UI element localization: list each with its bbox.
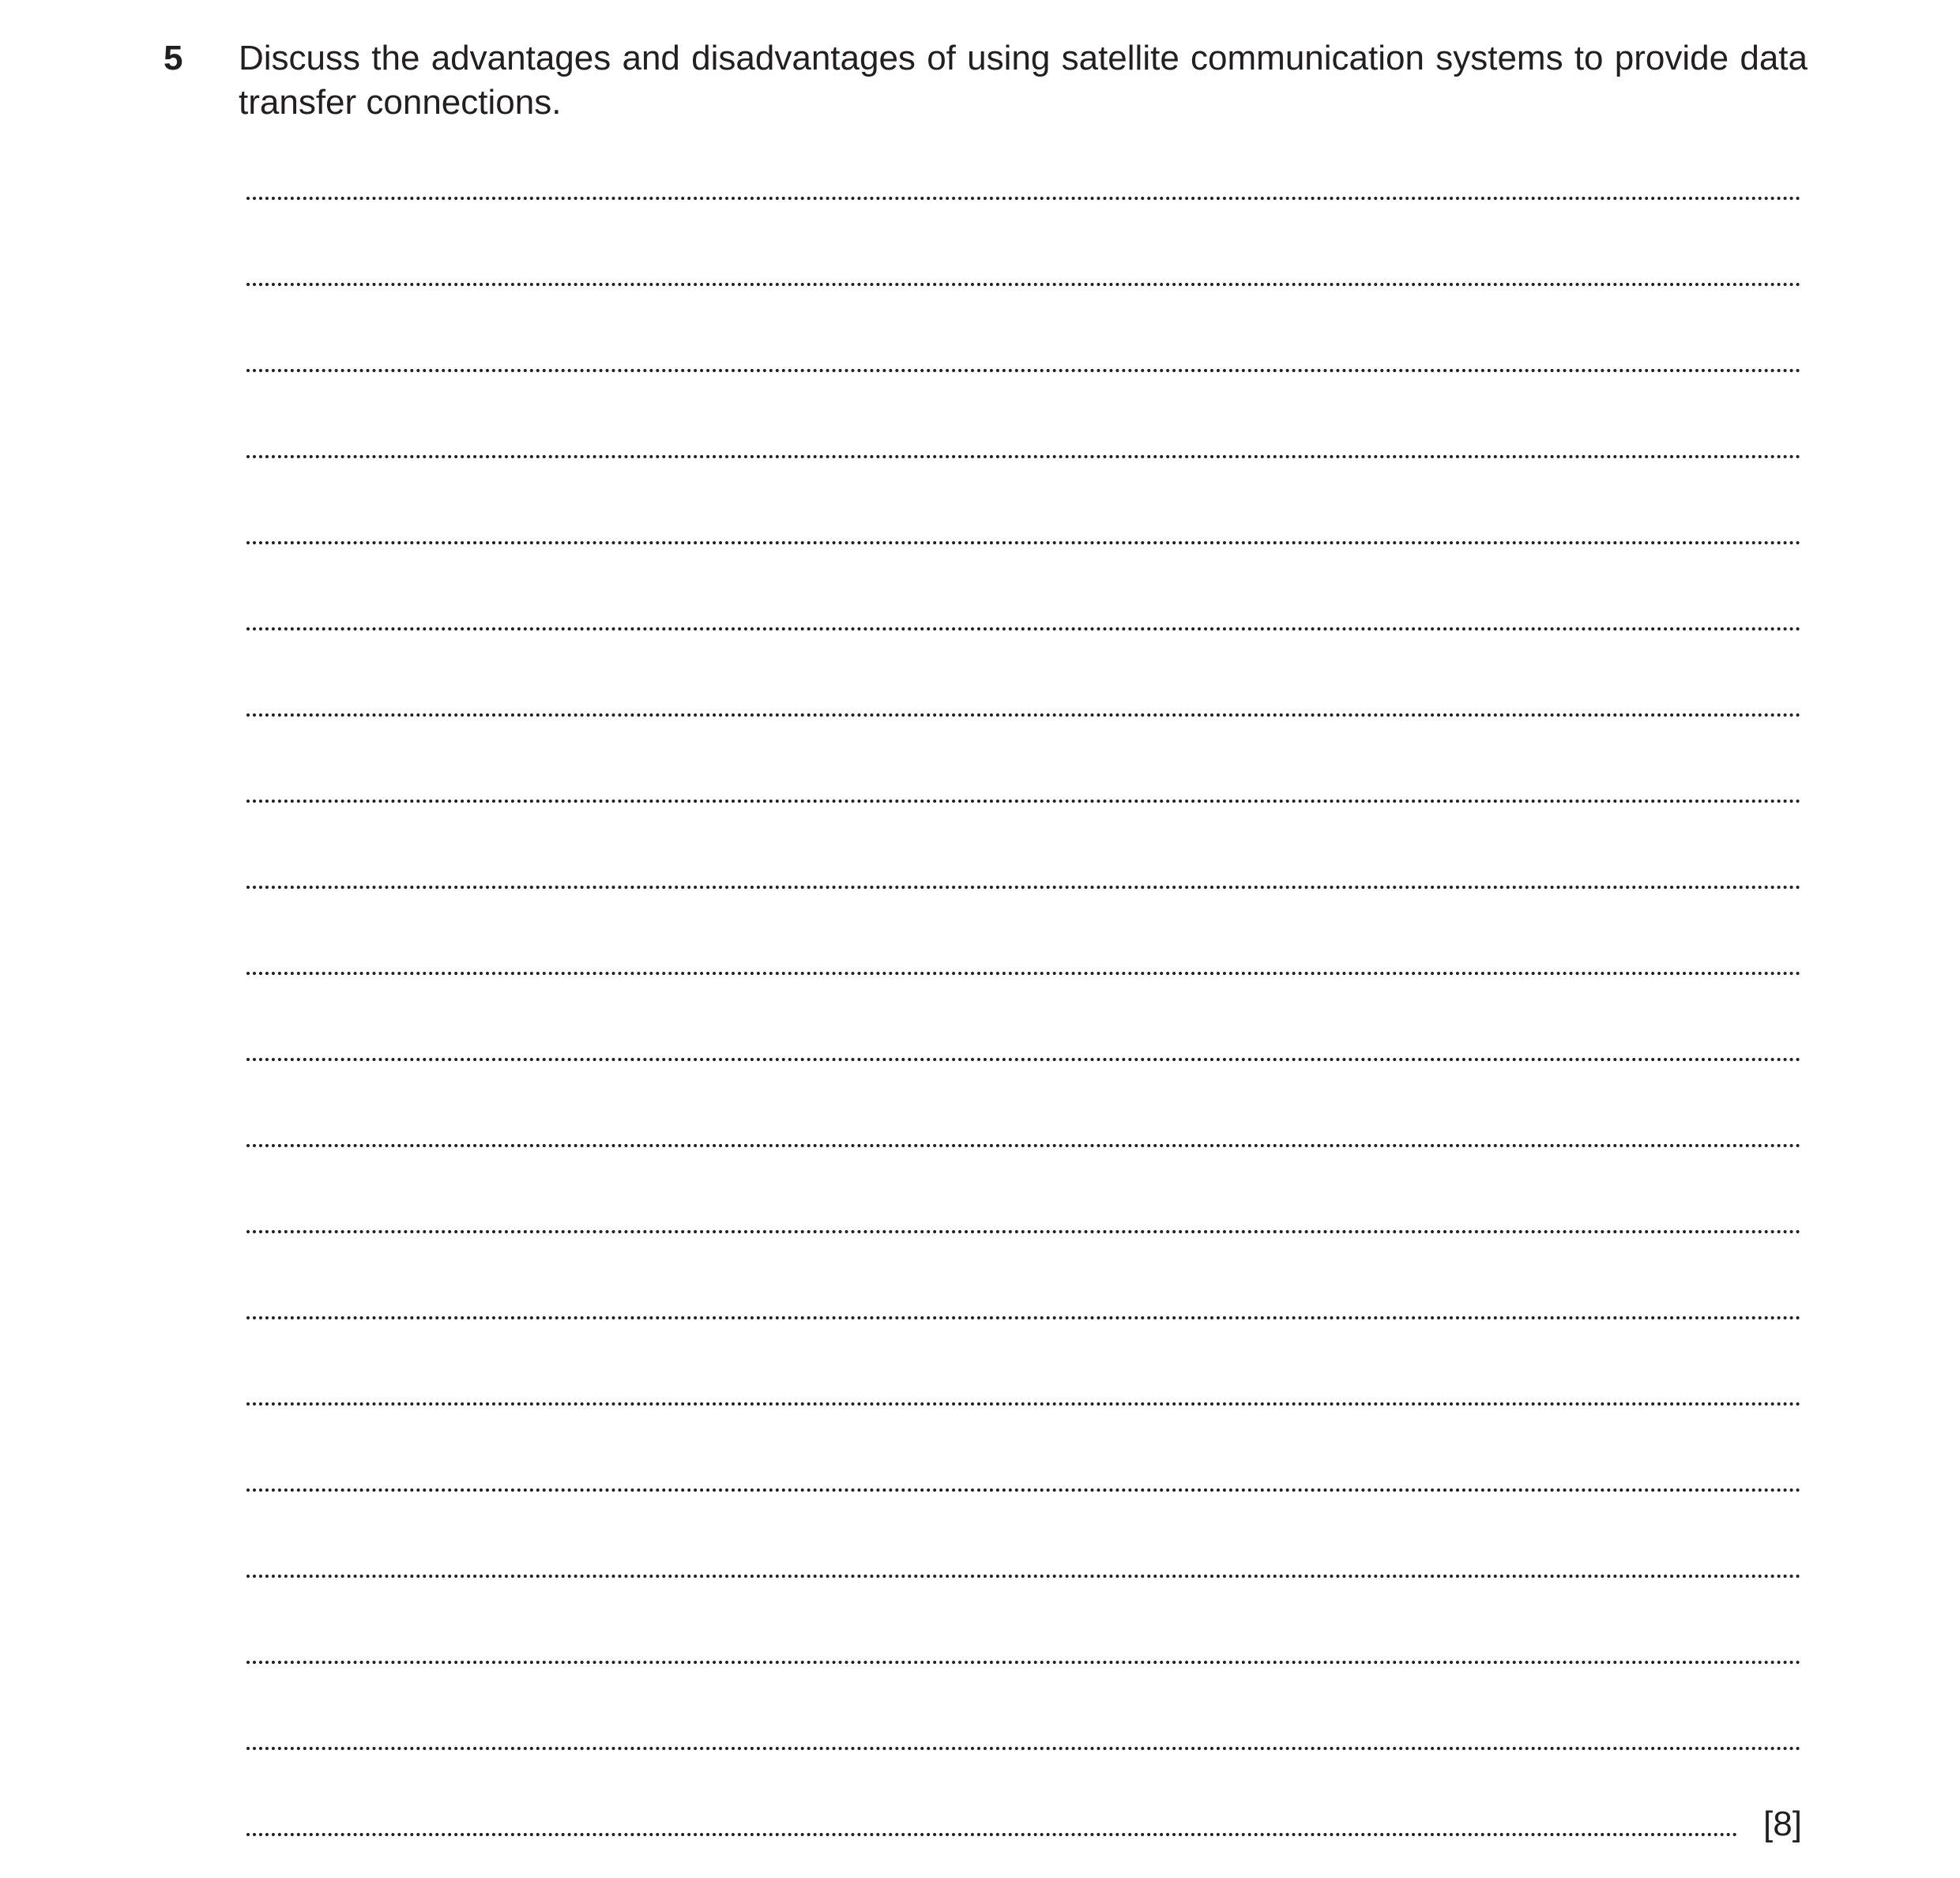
answer-line[interactable]: [246, 1144, 1801, 1147]
answer-line[interactable]: [246, 197, 1801, 200]
answer-line[interactable]: [246, 972, 1801, 975]
answer-line[interactable]: [246, 713, 1801, 717]
answer-line[interactable]: [246, 627, 1801, 630]
question-text: Discuss the advantages and disadvantages of using satellite communication systems to provide data transfer connections.: [239, 39, 1808, 122]
answer-line[interactable]: [246, 1575, 1801, 1578]
question-number: 5: [164, 39, 183, 77]
answer-line[interactable]: [246, 886, 1801, 889]
answer-line[interactable]: [246, 1661, 1801, 1664]
answer-line[interactable]: [246, 369, 1801, 372]
answer-line[interactable]: [246, 1230, 1801, 1233]
answer-line[interactable]: [246, 1488, 1801, 1492]
answer-line[interactable]: [246, 283, 1801, 286]
answer-line[interactable]: [246, 455, 1801, 458]
answer-line[interactable]: [246, 1833, 1738, 1836]
marks-allocation: [8]: [1763, 1805, 1802, 1843]
answer-line[interactable]: [246, 1747, 1801, 1750]
answer-line[interactable]: [246, 800, 1801, 803]
answer-line[interactable]: [246, 1316, 1801, 1319]
answer-line[interactable]: [246, 1402, 1801, 1406]
answer-line[interactable]: [246, 541, 1801, 544]
answer-line[interactable]: [246, 1058, 1801, 1061]
answer-lines: [246, 0, 1808, 1878]
